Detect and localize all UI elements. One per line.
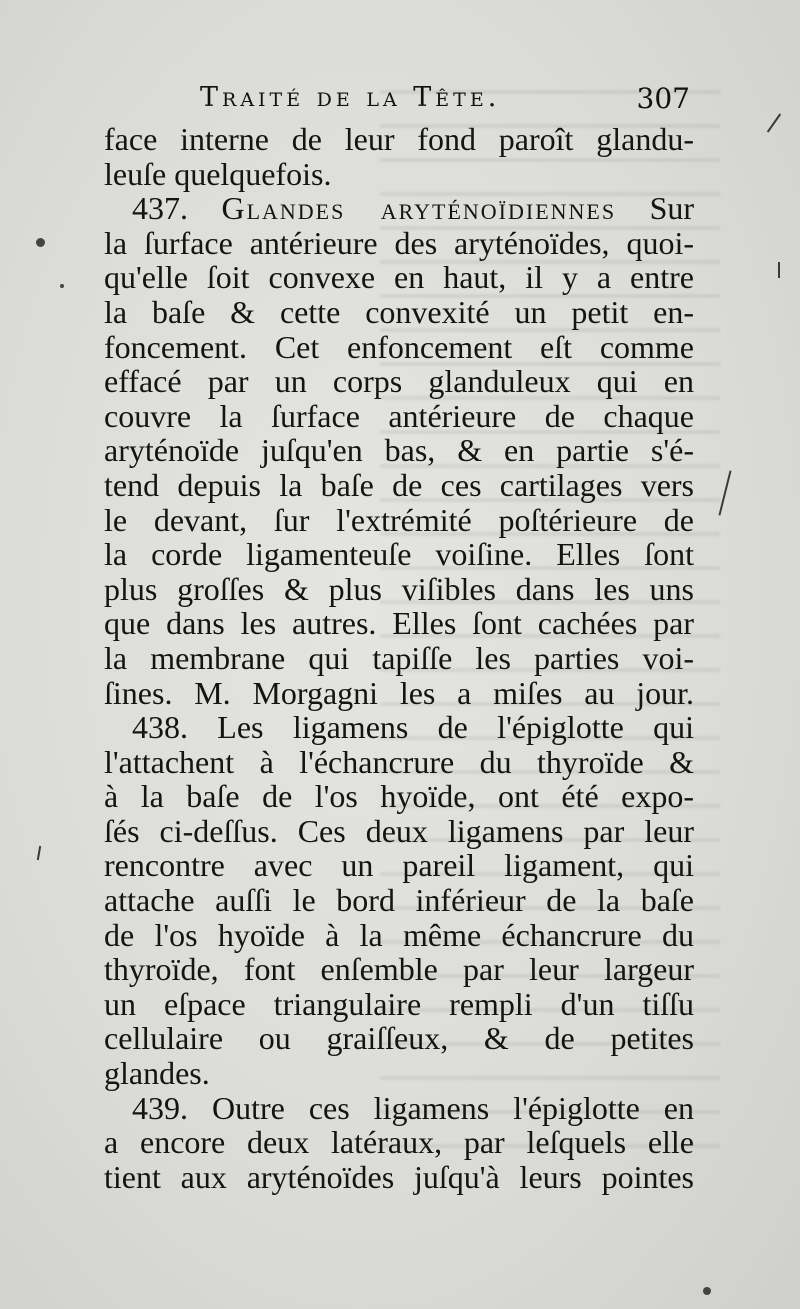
text-line: a encore deux latéraux, par leſquels elle xyxy=(104,1124,694,1161)
margin-mark xyxy=(37,846,41,860)
text-line: la baſe & cette convexité un petit en- xyxy=(104,293,694,330)
running-head-title: Traité de la Tête. xyxy=(200,82,501,113)
text-line: attache auſſi le bord inférieur de la baſe xyxy=(104,882,694,919)
section-heading-line xyxy=(104,191,694,226)
section-heading-rest: Sur xyxy=(649,190,695,227)
text-line: effacé par un corps glanduleux qui en xyxy=(104,363,694,400)
text-line: la membrane qui tapiſſe les parties voi- xyxy=(104,639,694,676)
text-line: de l'os hyoïde à la même échancrure du xyxy=(104,916,694,953)
text-line: thyroïde, font enſemble par leur largeur xyxy=(104,951,694,988)
body-text xyxy=(104,122,694,1194)
text-line: un eſpace triangulaire rempli d'un tiſſu xyxy=(104,985,694,1022)
text-line: ſés ci-deſſus. Ces deux ligamens par leur xyxy=(104,812,694,849)
text-line: la corde ligamenteuſe voiſine. Elles ſont xyxy=(104,536,694,573)
text-line: tient aux aryténoïdes juſqu'à leurs pointes xyxy=(104,1158,694,1195)
ink-speck xyxy=(36,238,45,247)
text-line: le devant, ſur l'extrémité poſtérieure de xyxy=(104,501,694,538)
text-line: rencontre avec un pareil ligament, qui xyxy=(104,847,694,884)
page-number: 307 xyxy=(636,82,690,115)
text-line: 438. Les ligamens de l'épiglotte qui xyxy=(132,709,694,746)
margin-mark xyxy=(778,262,780,278)
text-line: 439. Outre ces ligamens l'épiglotte en xyxy=(132,1089,694,1126)
text-line: cellulaire ou graiſſeux, & de petites xyxy=(104,1020,694,1057)
ink-speck xyxy=(703,1287,711,1295)
margin-mark xyxy=(767,113,781,132)
text-line: que dans les autres. Elles ſont cachées par xyxy=(104,605,694,642)
text-line: à la baſe de l'os hyoïde, ont été expo- xyxy=(104,778,694,815)
text-line: la ſurface antérieure des aryténoïdes, quoi- xyxy=(104,224,694,261)
text-line: couvre la ſurface antérieure de chaque xyxy=(104,397,694,434)
text-line: glandes. xyxy=(104,1055,210,1092)
text-line: tend depuis la baſe de ces cartilages vers xyxy=(104,466,694,503)
section-heading: Glandes aryténoïdiennes xyxy=(221,190,617,227)
text-line: qu'elle ſoit convexe en haut, il y a entre xyxy=(104,259,694,296)
text-line: aryténoïde juſqu'en bas, & en partie s'é- xyxy=(104,432,694,469)
text-line: leuſe quelquefois. xyxy=(104,155,332,192)
margin-mark xyxy=(718,470,731,515)
text-line: ſines. M. Morgagni les a miſes au jour. xyxy=(104,674,694,711)
ink-speck xyxy=(60,284,64,288)
text-line: foncement. Cet enfoncement eſt comme xyxy=(104,328,694,365)
text-line: face interne de leur fond paroît glandu- xyxy=(104,121,694,157)
section-number: 437. xyxy=(132,190,188,227)
running-head xyxy=(200,82,690,122)
text-line: plus groſſes & plus viſibles dans les uns xyxy=(104,570,694,607)
text-line: l'attachent à l'échancrure du thyroïde & xyxy=(104,743,694,780)
